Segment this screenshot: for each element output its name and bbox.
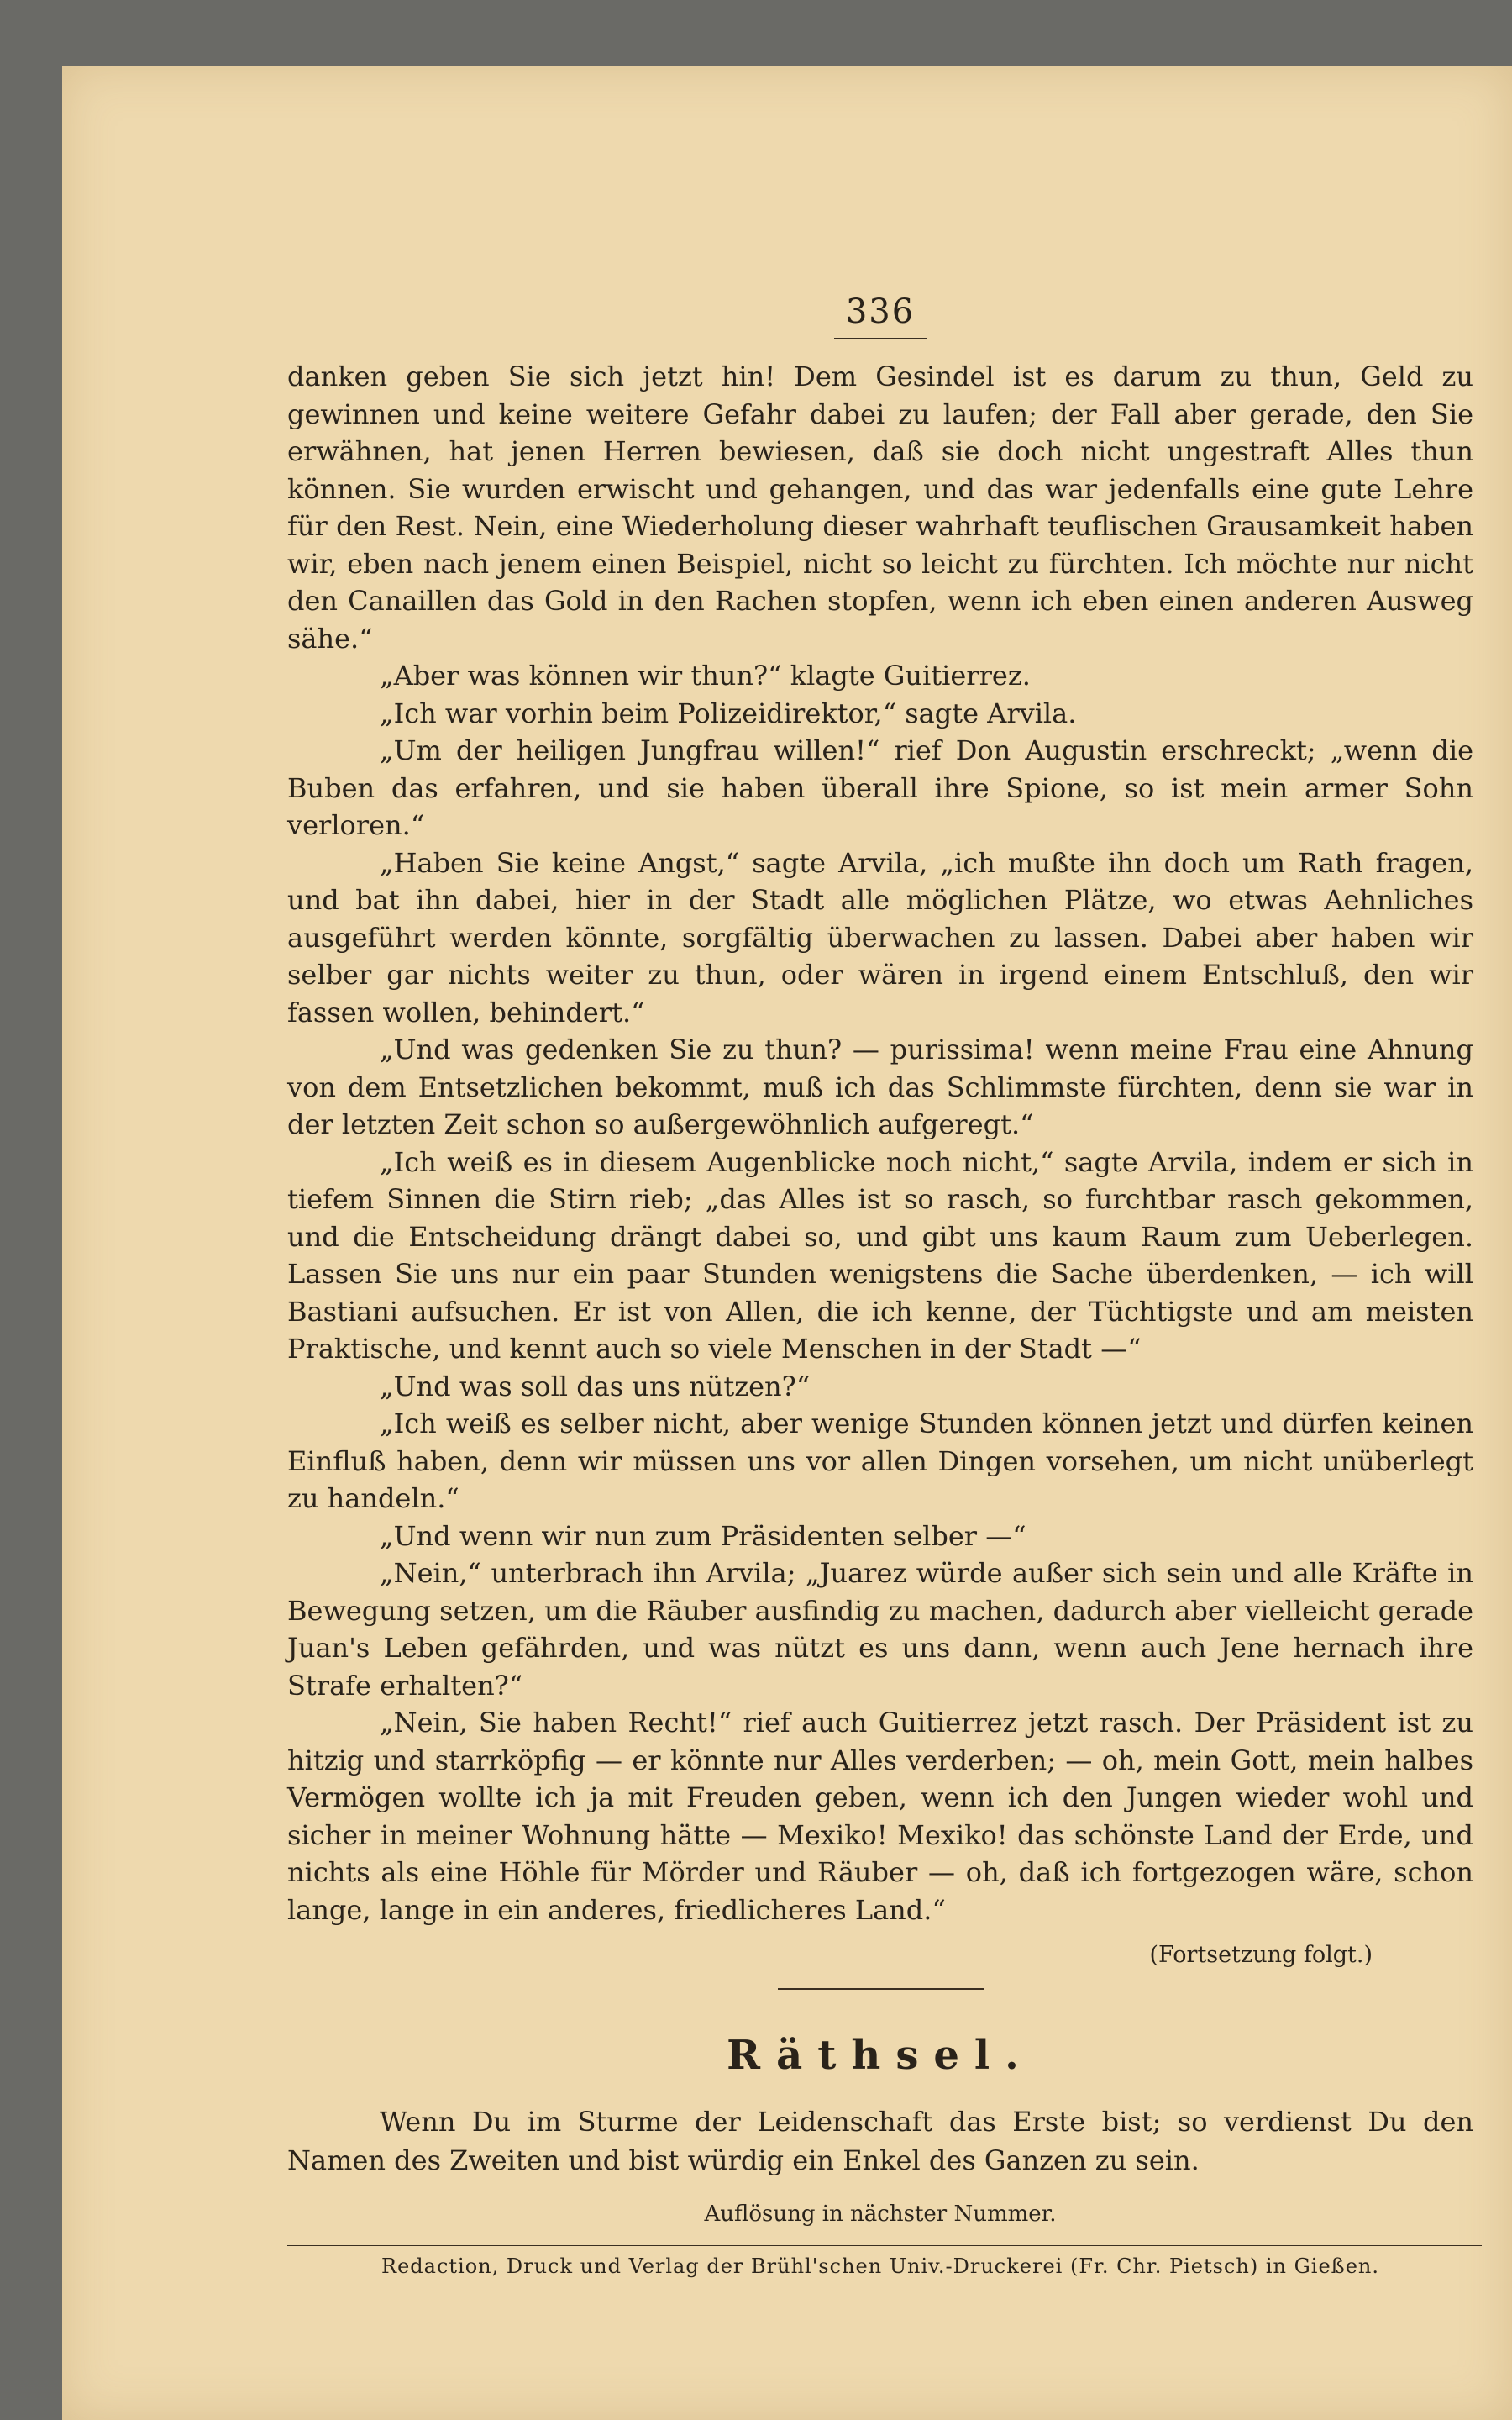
footer-divider xyxy=(287,2244,1482,2246)
paragraph: „Und wenn wir nun zum Präsidenten selber —“ xyxy=(380,1519,1026,1552)
page-number-rule xyxy=(834,338,927,339)
article-column xyxy=(287,292,1473,2278)
riddle-title: Räthsel. xyxy=(727,2032,1034,2079)
paragraph: „Und was gedenken Sie zu thun? — purissima! wenn meine Frau eine Ahnung von dem Entsetzlichen bekommt, muß ich das Schlimmste fürchten, denn sie war in der letzten Zeit schon so außergewöhnlich aufgeregt.“ xyxy=(287,1034,1473,1140)
paragraph: danken geben Sie sich jetzt hin! Dem Gesindel ist es darum zu thun, Geld zu gewinnen und keine weitere Gefahr dabei zu laufen; der Fall aber gerade, den Sie erwähnen, hat jenen Herren bewiesen, daß sie doch nicht ungestraft Alles thun können. Sie wurden erwischt und gehangen, und das war jedenfalls eine gute Lehre für den Rest. Nein, eine Wiederholung dieser wahrhaft teuflischen Grausamkeit haben wir, eben nach jenem einen Beispiel, nicht so leicht zu fürchten. Ich möchte nur nicht den Canaillen das Gold in den Rachen stopfen, wenn ich eben einen anderen Ausweg sähe.“ xyxy=(287,360,1473,655)
section-divider xyxy=(778,1988,984,1990)
paragraph: „Haben Sie keine Angst,“ sagte Arvila, „ich mußte ihn doch um Rath fragen, und bat ihn dabei, hier in der Stadt alle möglichen Plätze, wo etwas Aehnliches ausgeführt werden könnte, sorgfältig überwachen zu lassen. Dabei aber haben wir selber gar nichts weiter zu thun, oder wären in irgend einem Entschluß, den wir fassen wollen, behindert.“ xyxy=(287,846,1473,1028)
paragraph: „Aber was können wir thun?“ klagte Guitierrez. xyxy=(380,660,1031,692)
paragraph: „Ich weiß es in diesem Augenblicke noch nicht,“ sagte Arvila, indem er sich in tiefem Sinnen die Stirn rieb; „das Alles ist so rasch, so furchtbar rasch gekommen, und die Entscheidung drängt dabei so, und gibt uns kaum Raum zum Ueberlegen. Lassen Sie uns nur ein paar Stunden wenigstens die Sache überdenken, — ich will Bastiani aufsuchen. Er ist von Allen, die ich kenne, der Tüchtigste und am meisten Praktische, und kennt auch so viele Menschen in der Stadt —“ xyxy=(287,1145,1473,1365)
paragraph: „Ich war vorhin beim Polizeidirektor,“ sagte Arvila. xyxy=(380,697,1077,729)
paragraph: „Nein, Sie haben Recht!“ rief auch Guitierrez jetzt rasch. Der Präsident ist zu hitzig und starrköpfig — er könnte nur Alles verderben; — oh, mein Gott, mein halbes Vermögen wollte ich ja mit Freuden geben, wenn ich den Jungen wieder wohl und sicher in meiner Wohnung hätte — Mexiko! Mexiko! das schönste Land der Erde, und nichts als eine Höhle für Mörder und Räuber — oh, daß ich fortgezogen wäre, schon lange, lange in ein anderes, friedlicheres Land.“ xyxy=(287,1707,1473,1926)
imprint: Redaction, Druck und Verlag der Brühl'schen Univ.-Druckerei (Fr. Chr. Pietsch) in Gießen. xyxy=(381,2254,1379,2278)
paragraph: „Um der heiligen Jungfrau willen!“ rief Don Augustin erschreckt; „wenn die Buben das erfahren, und sie haben überall ihre Spione, so ist mein armer Sohn verloren.“ xyxy=(287,734,1473,841)
riddle-text: Wenn Du im Sturme der Leidenschaft das Erste bist; so verdienst Du den Namen des Zweiten und bist würdig ein Enkel des Ganzen zu sein. xyxy=(287,2106,1473,2176)
newspaper-page xyxy=(62,66,1512,2420)
solution-note: Auflösung in nächster Nummer. xyxy=(704,2202,1057,2227)
continued-note: (Fortsetzung folgt.) xyxy=(1149,1942,1373,1968)
paragraph: „Nein,“ unterbrach ihn Arvila; „Juarez würde außer sich sein und alle Kräfte in Bewegung setzen, um die Räuber ausfindig zu machen, dadurch aber vielleicht gerade Juan's Leben gefährden, und was nützt es uns dann, wenn auch Jene hernach ihre Strafe erhalten?“ xyxy=(287,1557,1473,1702)
paragraph: „Ich weiß es selber nicht, aber wenige Stunden können jetzt und dürfen keinen Einfluß haben, denn wir müssen uns vor allen Dingen vorsehen, um nicht unüberlegt zu handeln.“ xyxy=(287,1407,1473,1514)
paragraph: „Und was soll das uns nützen?“ xyxy=(380,1370,811,1402)
page-number: 336 xyxy=(845,292,916,331)
